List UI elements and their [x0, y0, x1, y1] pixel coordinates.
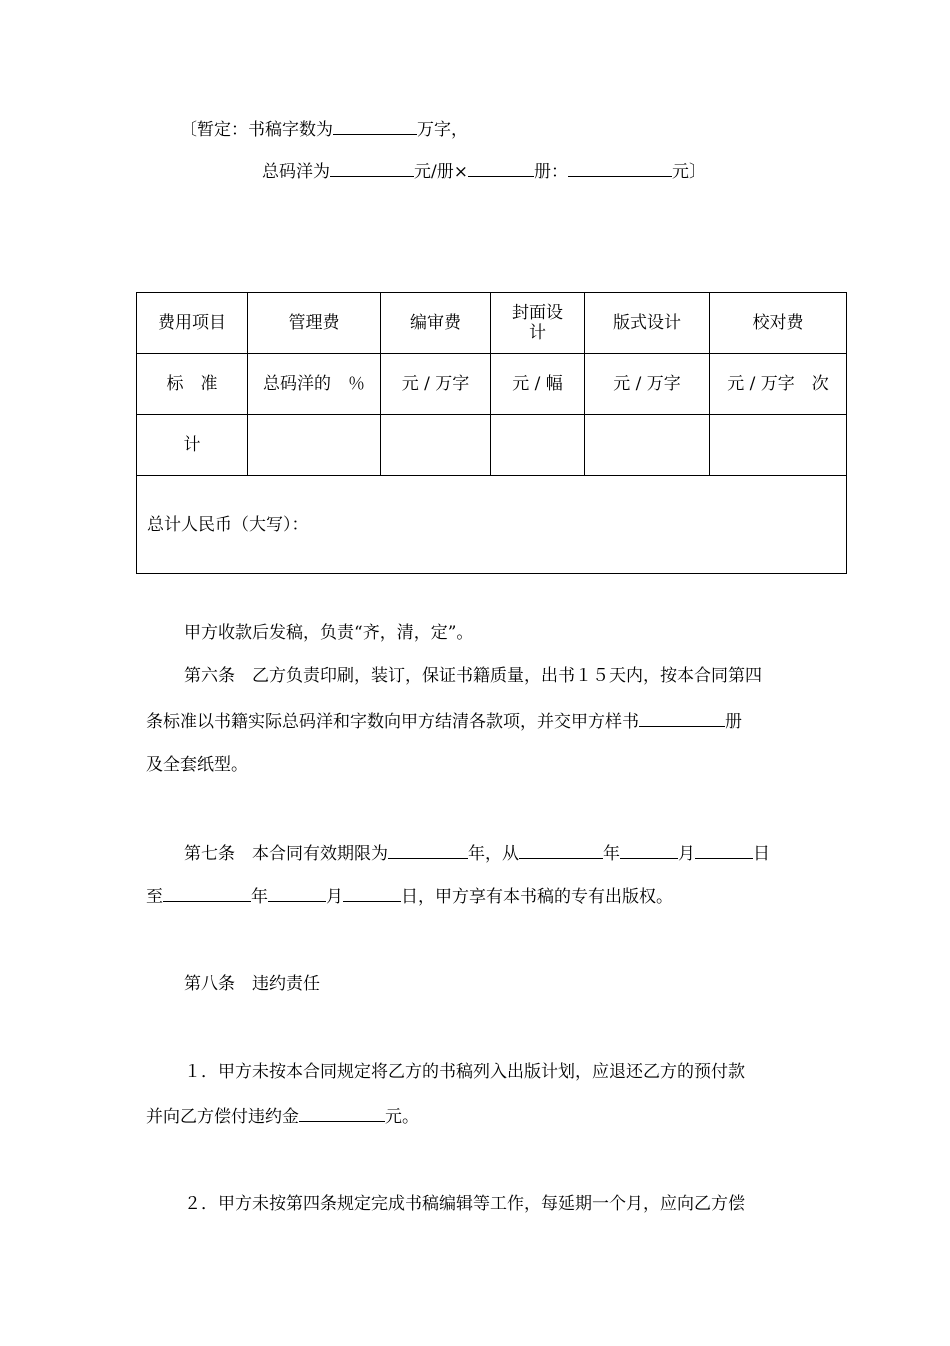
article-6-line-2-unit: 册 [725, 712, 742, 732]
item-1-penalty-unit: 元。 [385, 1107, 419, 1127]
article-6-line-1: 第六条 乙方负责印刷，装订，保证书籍质量，出书１５天内，按本合同第四 [184, 666, 762, 686]
article-6-line-2 [146, 709, 742, 734]
validity-from-label: 年，从 [468, 844, 519, 864]
article-7-validity-label: 第七条 本合同有效期限为 [184, 844, 388, 864]
standard-layout: 元 / 万字 [585, 354, 710, 415]
start-day-blank [695, 841, 753, 859]
payment-note: 甲方收款后发稿，负责“齐，清，定”。 [184, 623, 474, 643]
fee-table [136, 292, 847, 574]
item-1-penalty-label: 并向乙方偿付违约金 [146, 1107, 299, 1127]
article-6-line-2-text: 条标准以书籍实际总码洋和字数向甲方结清各款项，并交甲方样书 [146, 712, 639, 732]
subtotal-cover [491, 415, 585, 476]
provisional-line-2 [262, 159, 706, 184]
word-count-blank [333, 117, 417, 135]
total-rmb-label: 总计人民币（大写）： [137, 476, 847, 574]
total-amount-blank [568, 159, 672, 177]
item-1-line-2 [146, 1104, 419, 1129]
start-year-blank [519, 841, 603, 859]
header-layout-design: 版式设计 [585, 293, 710, 354]
end-day-blank [343, 884, 401, 902]
start-day-unit: 日 [753, 844, 770, 864]
article-6-line-3: 及全套纸型。 [146, 755, 248, 775]
article-7-line-2-end: 日，甲方享有本书稿的专有出版权。 [401, 887, 673, 907]
start-month-unit: 月 [678, 844, 695, 864]
validity-years-blank [388, 841, 468, 859]
provisional-word-count-unit: 万字， [417, 120, 468, 140]
end-year-unit: 年 [251, 887, 268, 907]
header-fee-item: 费用项目 [137, 293, 248, 354]
header-proofreading-fee: 校对费 [710, 293, 847, 354]
provisional-line-1 [180, 117, 468, 142]
standard-management: 总码洋的 ％ [248, 354, 381, 415]
header-management-fee: 管理费 [248, 293, 381, 354]
header-editing-fee: 编审费 [381, 293, 491, 354]
standard-cover: 元 / 幅 [491, 354, 585, 415]
sample-copies-blank [639, 709, 725, 727]
header-cover-design [491, 293, 585, 354]
article-8-title: 第八条 违约责任 [184, 974, 320, 994]
fee-table-standard-row [137, 354, 847, 415]
article-7-line-2 [146, 884, 673, 909]
fee-table-subtotal-row [137, 415, 847, 476]
subtotal-proofreading [710, 415, 847, 476]
subtotal-editing [381, 415, 491, 476]
item-1-line-1: １．甲方未按本合同规定将乙方的书稿列入出版计划，应退还乙方的预付款 [184, 1062, 745, 1082]
penalty-amount-blank [299, 1104, 385, 1122]
unit-price-blank [330, 159, 414, 177]
subtotal-management [248, 415, 381, 476]
subtotal-layout [585, 415, 710, 476]
standard-proofreading: 元 / 万字 次 [710, 354, 847, 415]
total-price-label: 总码洋为 [262, 162, 330, 182]
subtotal-label: 计 [137, 415, 248, 476]
fee-table-header-row [137, 293, 847, 354]
header-cover-design-line2: 计 [529, 323, 546, 343]
copies-blank [468, 159, 534, 177]
start-month-blank [620, 841, 678, 859]
start-year-unit: 年 [603, 844, 620, 864]
copies-unit: 册： [533, 162, 568, 182]
end-month-blank [268, 884, 326, 902]
header-cover-design-line1: 封面设 [512, 303, 563, 323]
item-2-line-1: ２．甲方未按第四条规定完成书稿编辑等工作，每延期一个月，应向乙方偿 [184, 1194, 745, 1214]
unit-price-unit: 元/册× [414, 162, 468, 182]
provisional-word-count-label: 〔暂定：书稿字数为 [180, 120, 333, 140]
end-year-blank [163, 884, 251, 902]
total-amount-unit: 元〕 [671, 162, 706, 182]
article-7-line-1 [184, 841, 770, 866]
article-7-to-label: 至 [146, 887, 163, 907]
fee-table-total-row [137, 476, 847, 574]
standard-editing: 元 / 万字 [381, 354, 491, 415]
standard-label: 标 准 [137, 354, 248, 415]
end-month-unit: 月 [326, 887, 343, 907]
